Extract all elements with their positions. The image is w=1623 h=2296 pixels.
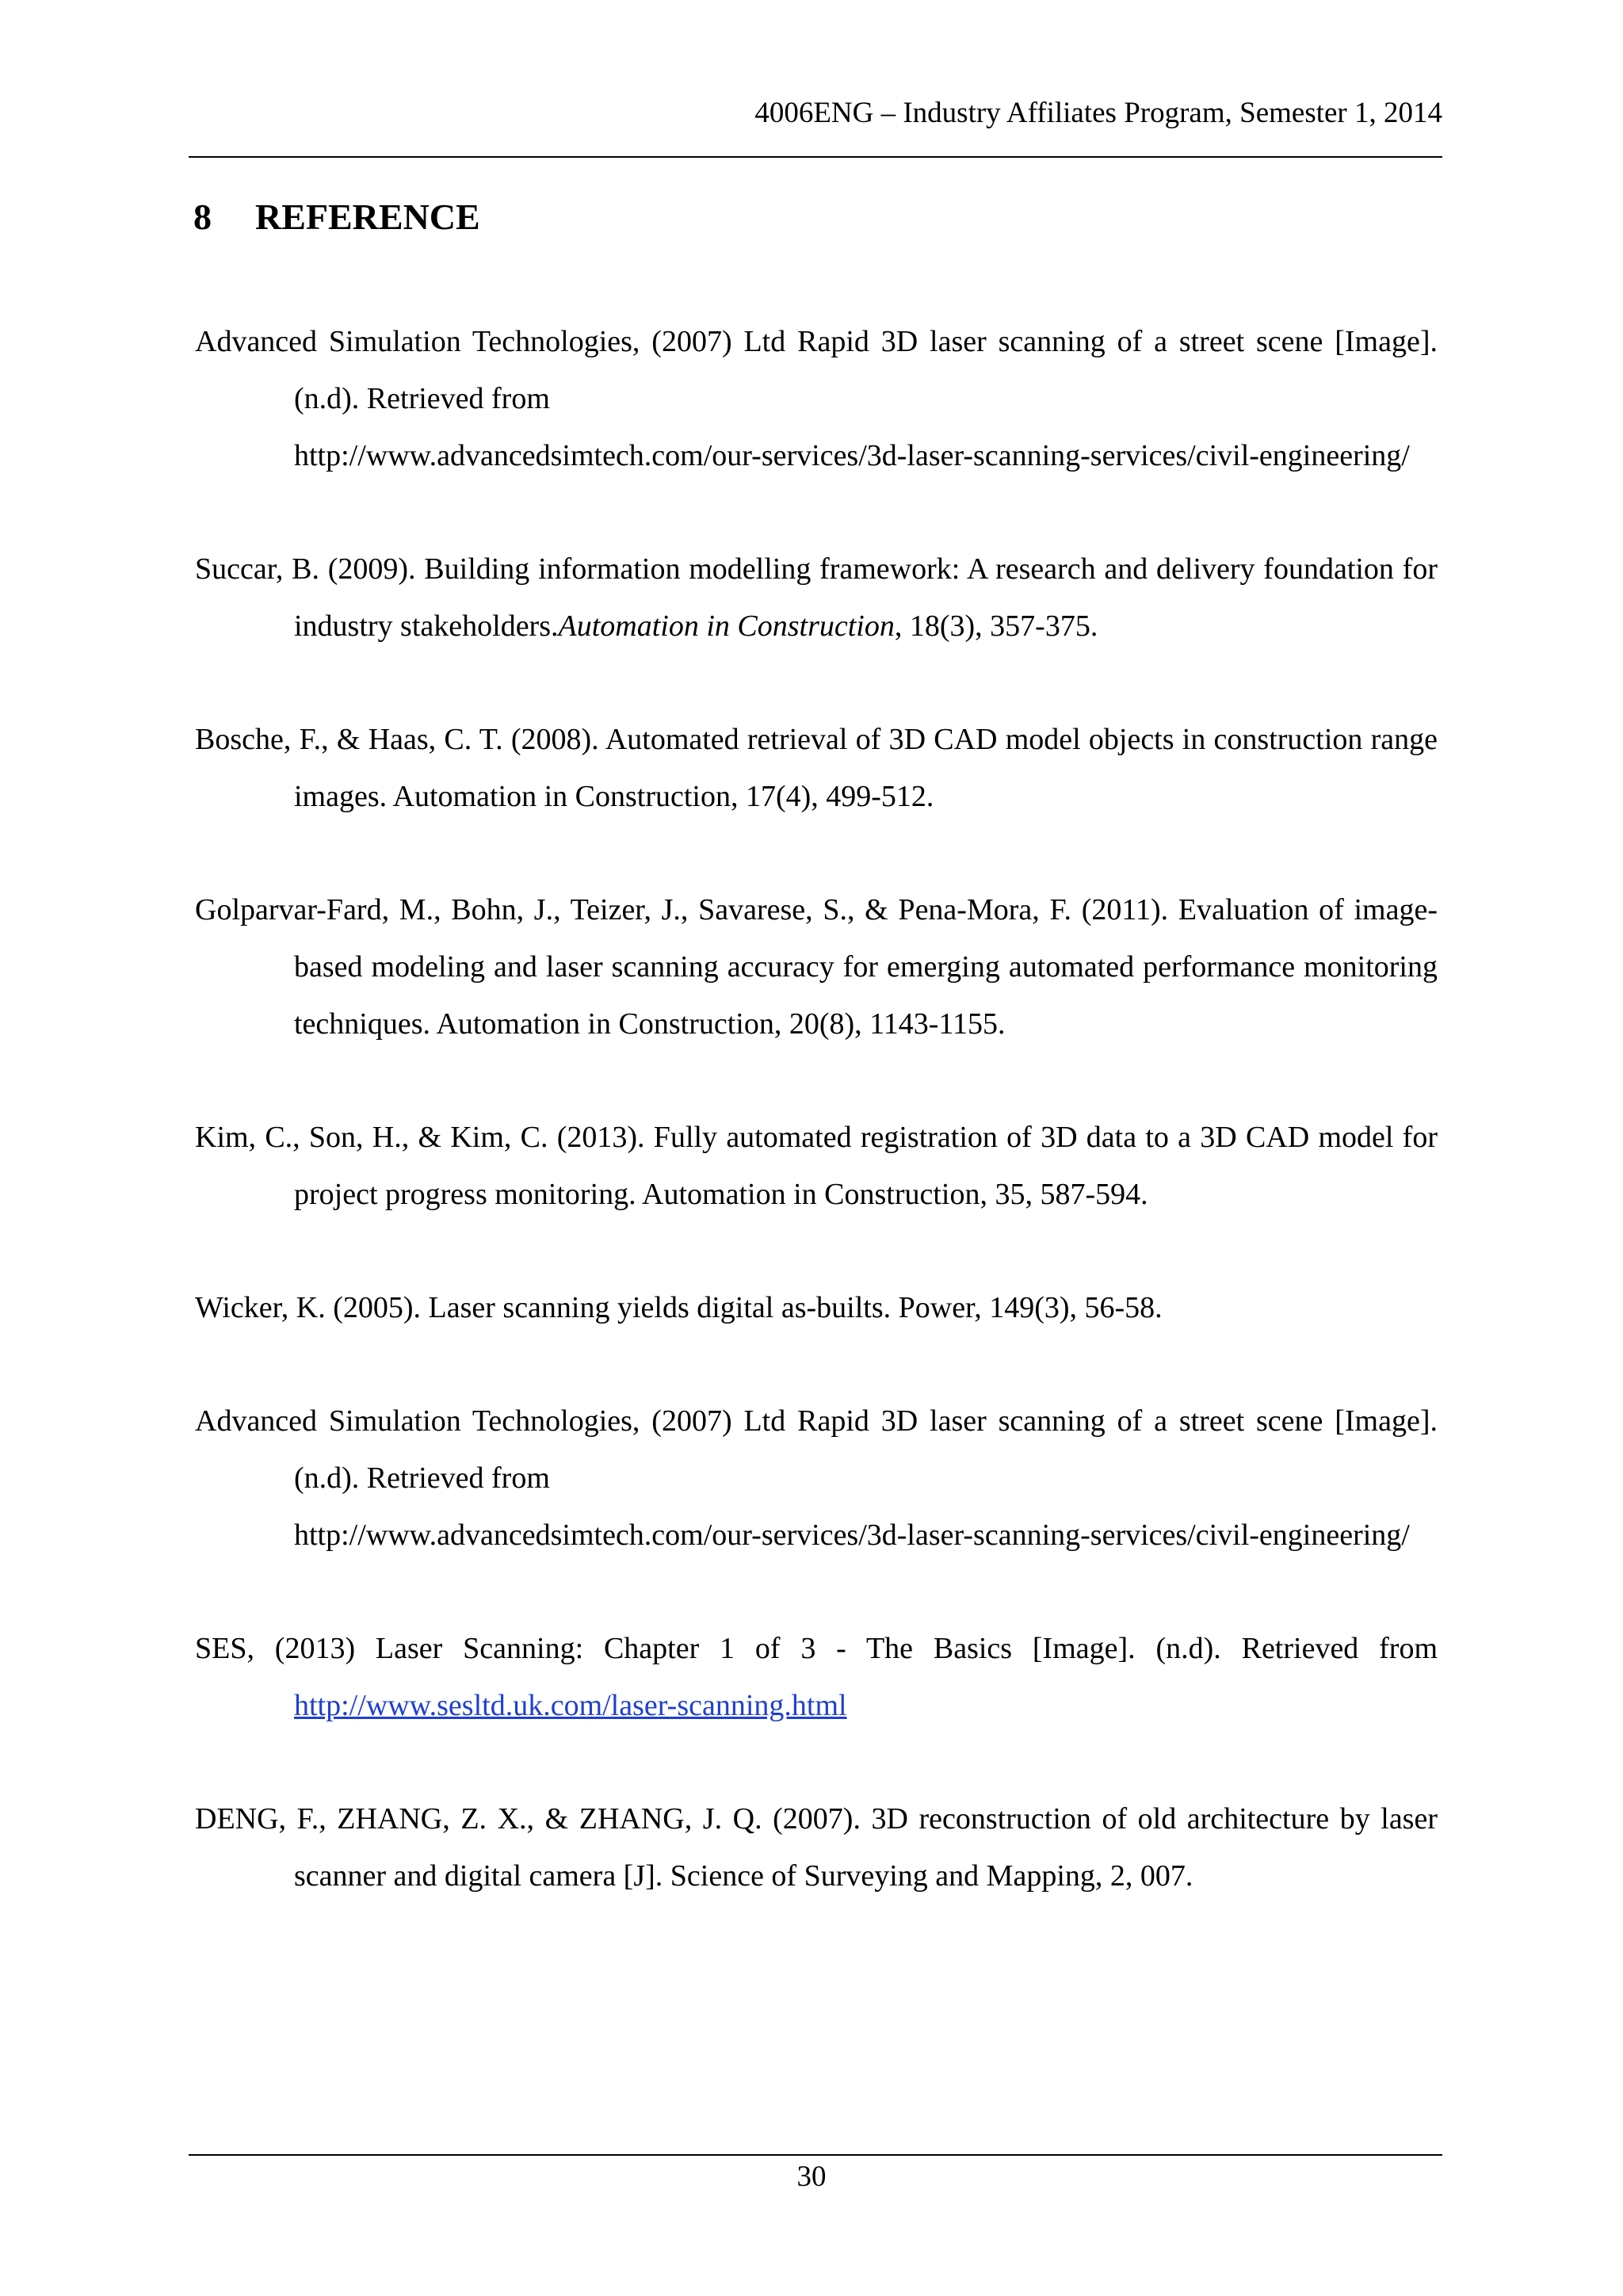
running-header: 4006ENG – Industry Affiliates Program, Semester 1, 2014 bbox=[754, 97, 1442, 129]
reference-item-1 bbox=[195, 313, 1438, 484]
reference-item-9 bbox=[195, 1790, 1438, 1904]
section-title: REFERENCE bbox=[255, 197, 480, 237]
reference-item-5 bbox=[195, 1109, 1438, 1223]
reference-text: SES, (2013) Laser Scanning: Chapter 1 of 3 - The Basics [Image]. (n.d). Retrieved from bbox=[195, 1632, 1438, 1665]
reference-item-4 bbox=[195, 881, 1438, 1052]
reference-text: Advanced Simulation Technologies, (2007) Ltd Rapid 3D laser scanning of a street scene [Image]. (n.d). Retrieved from bbox=[195, 1404, 1438, 1495]
reference-text: DENG, F., ZHANG, Z. X., & ZHANG, J. Q. (2007). 3D reconstruction of old architecture by laser scanner and digital camera [J]. Science of Surveying and Mapping, 2, 007. bbox=[195, 1802, 1438, 1893]
reference-text: Advanced Simulation Technologies, (2007) Ltd Rapid 3D laser scanning of a street scene [Image]. (n.d). Retrieved from bbox=[195, 325, 1438, 415]
reference-text: Golparvar-Fard, M., Bohn, J., Teizer, J., Savarese, S., & Pena-Mora, F. (2011). Evaluation of image-based modeling and laser scanning accuracy for emerging automated performance monitoring techniques. Automation in Construction, 20(8), 1143-1155. bbox=[195, 893, 1438, 1041]
footer-divider bbox=[189, 2154, 1442, 2156]
reference-item-3 bbox=[195, 711, 1438, 825]
reference-text: Wicker, K. (2005). Laser scanning yields digital as-builts. Power, 149(3), 56-58. bbox=[195, 1291, 1163, 1324]
reference-url: http://www.advancedsimtech.com/our-services/3d-laser-scanning-services/civil-engineering/ bbox=[294, 439, 1410, 472]
reference-text: Bosche, F., & Haas, C. T. (2008). Automated retrieval of 3D CAD model objects in construction range images. Automation in Construction, 17(4), 499-512. bbox=[195, 723, 1438, 813]
section-number: 8 bbox=[193, 197, 212, 237]
reference-item-7 bbox=[195, 1392, 1438, 1564]
section-heading bbox=[193, 193, 480, 241]
reference-link[interactable]: http://www.sesltd.uk.com/laser-scanning.html bbox=[294, 1689, 847, 1722]
reference-text: Succar, B. (2009). Building information modelling framework: A research and delivery foundation for industry stakeholders. bbox=[195, 552, 1438, 643]
header-divider bbox=[189, 156, 1442, 158]
reference-text: Kim, C., Son, H., & Kim, C. (2013). Fully automated registration of 3D data to a 3D CAD model for project progress monitoring. Automation in Construction, 35, 587-594. bbox=[195, 1121, 1438, 1211]
journal-title: Automation in Construction bbox=[558, 609, 895, 643]
reference-url: http://www.advancedsimtech.com/our-services/3d-laser-scanning-services/civil-engineering/ bbox=[294, 1519, 1410, 1552]
reference-citation: , 18(3), 357-375. bbox=[894, 609, 1098, 643]
page-number: 30 bbox=[796, 2160, 827, 2193]
reference-item-2 bbox=[195, 541, 1438, 655]
reference-item-8 bbox=[195, 1620, 1438, 1734]
reference-list bbox=[195, 313, 1438, 1961]
reference-item-6 bbox=[195, 1279, 1438, 1336]
